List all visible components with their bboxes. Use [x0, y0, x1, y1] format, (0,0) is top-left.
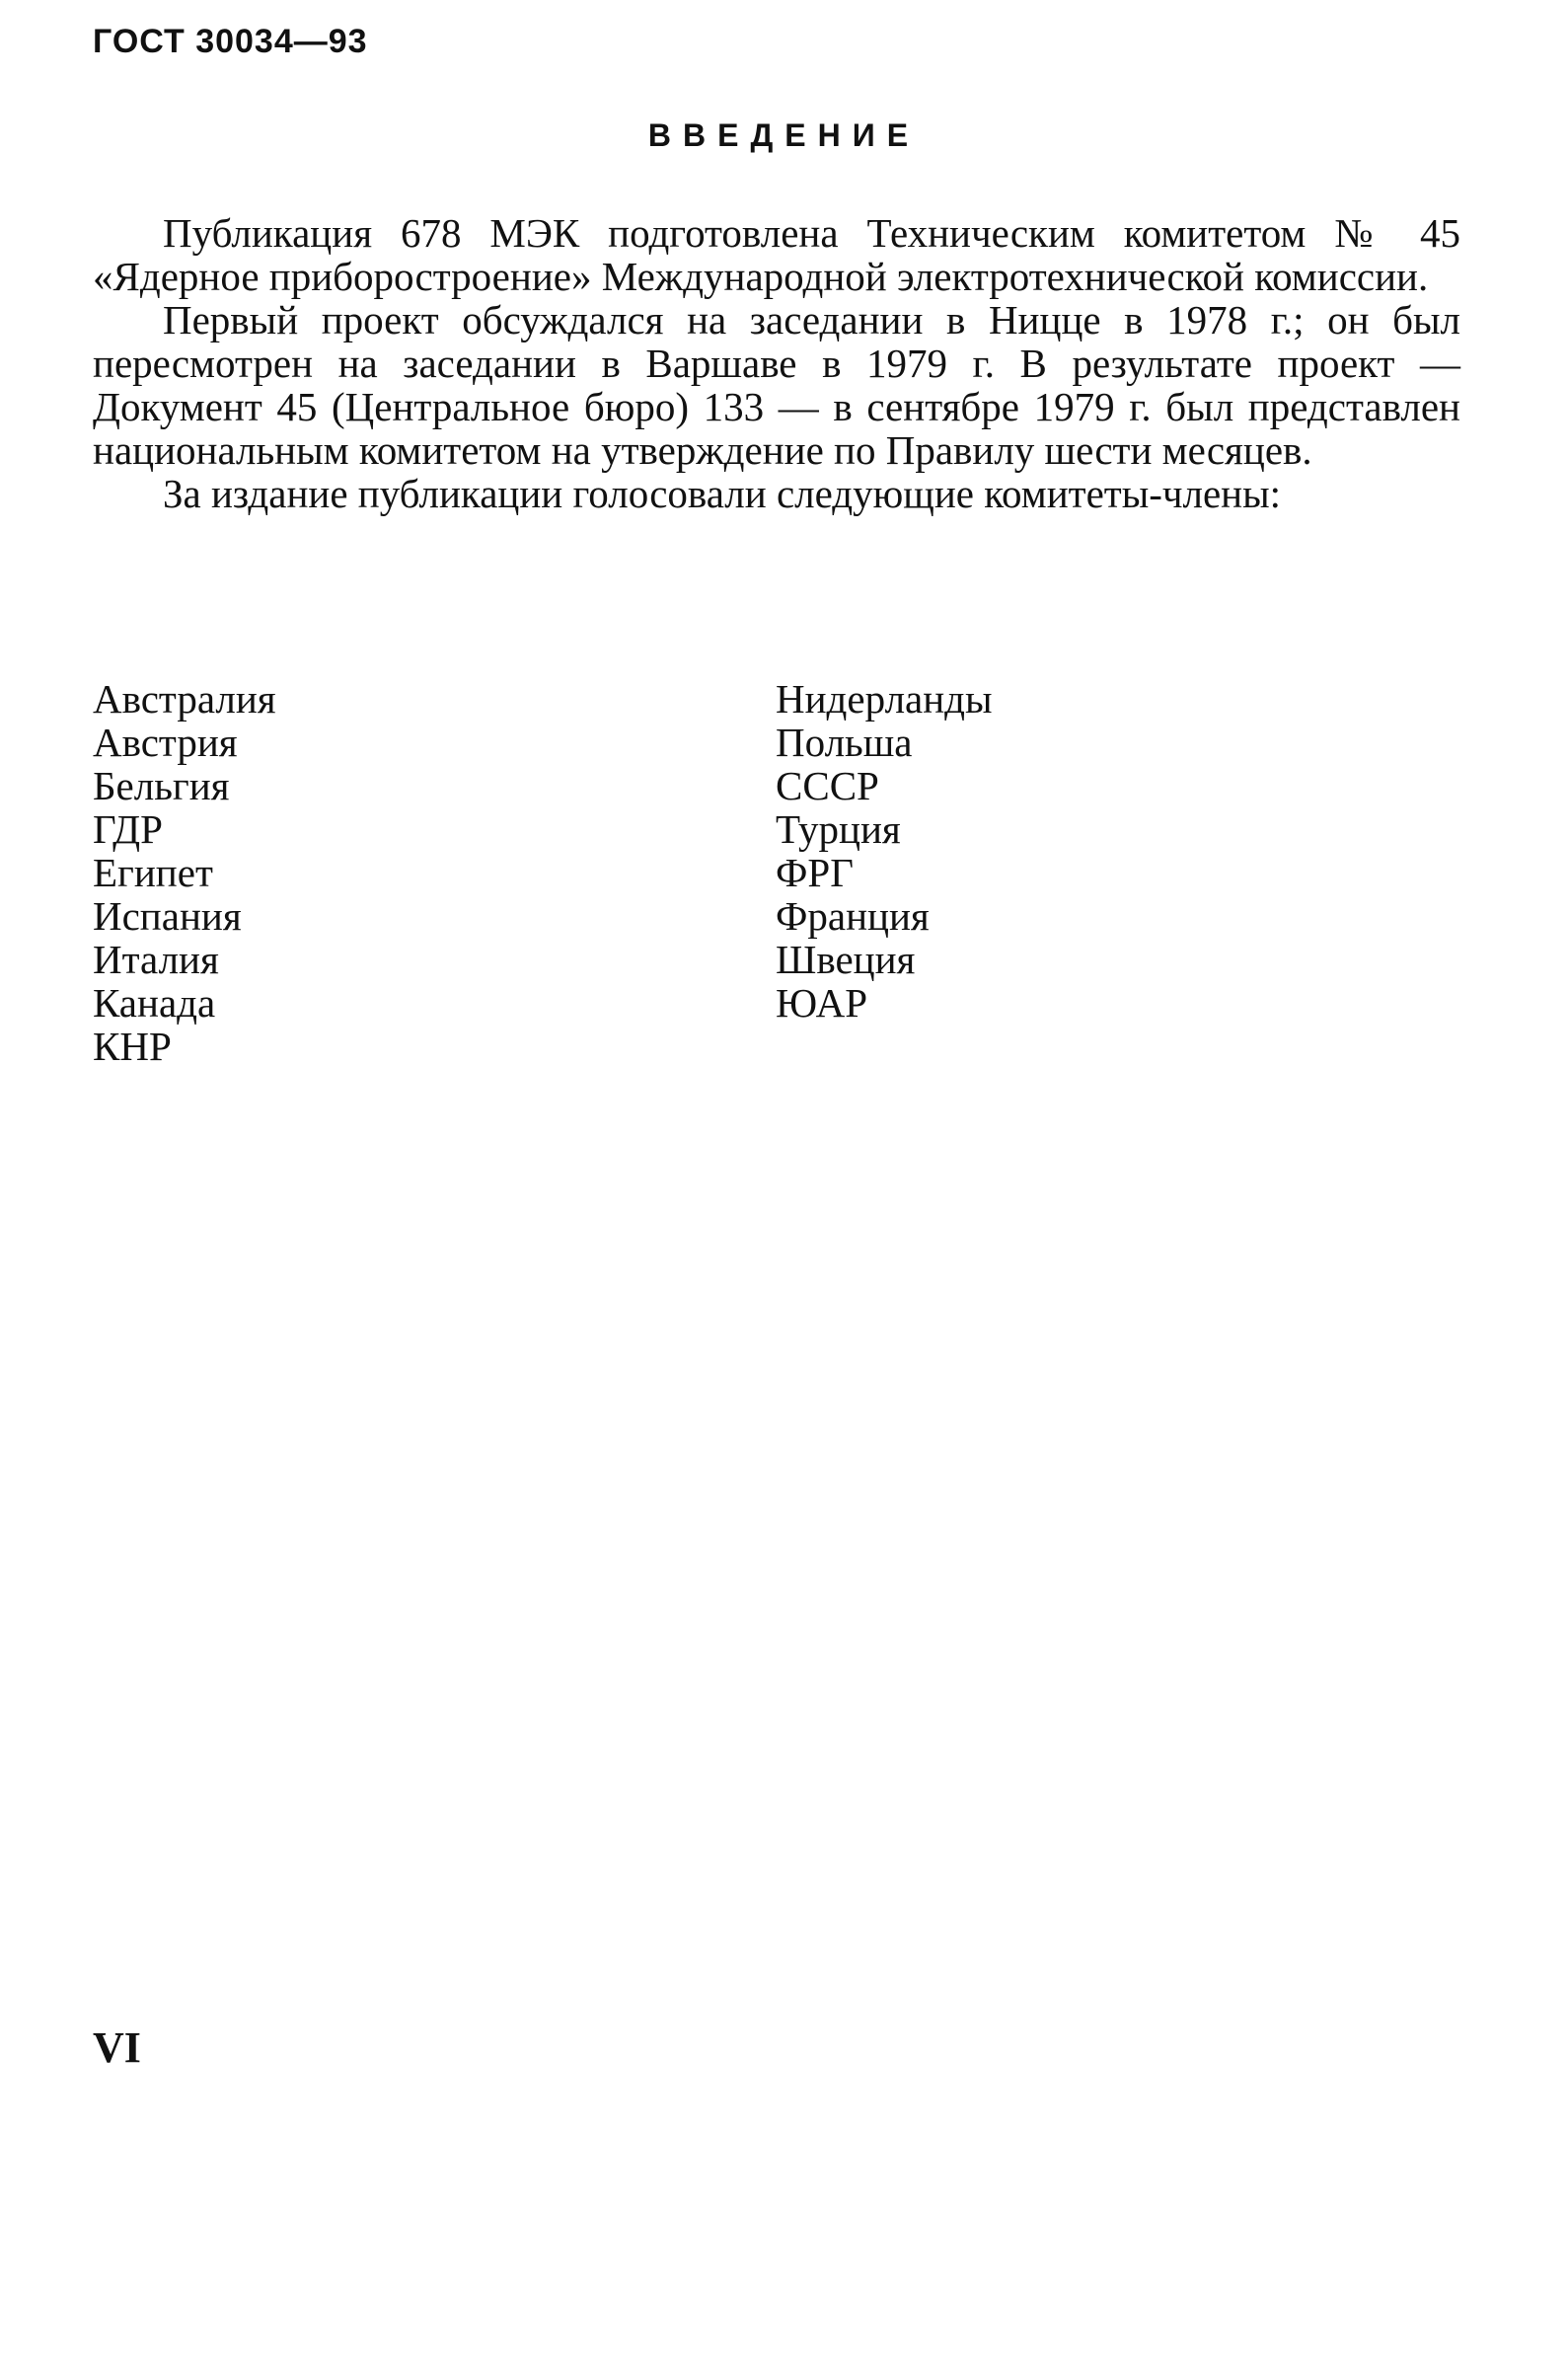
- country-item: ЮАР: [776, 980, 867, 1026]
- paragraph: За издание публикации голосовали следующие комитеты-члены:: [163, 471, 1282, 516]
- country-item: Египет: [93, 850, 213, 895]
- country-item: Канада: [93, 980, 216, 1026]
- country-item: КНР: [93, 1024, 172, 1069]
- country-item: ФРГ: [776, 850, 854, 895]
- document-header: ГОСТ 30034—93: [93, 23, 368, 60]
- country-item: Испания: [93, 893, 242, 939]
- paragraph: Первый проект обсуждался на заседании в Ницце в 1978 г.; он был пересмотрен на заседании в Варшаве в 1979 г. В результате проект — Документ 45 (Центральное бюро) 133 — в сентябре 1979 г. был представлен национальным комитетом на утверждение по Правилу шести месяцев.: [93, 297, 1460, 473]
- country-item: Франция: [776, 893, 930, 939]
- country-item: Швеция: [776, 937, 916, 982]
- country-list-right: [776, 677, 993, 1025]
- country-item: Австралия: [93, 676, 276, 722]
- country-item: Бельгия: [93, 763, 230, 808]
- page-number: VI: [93, 2023, 141, 2072]
- country-item: Италия: [93, 937, 219, 982]
- country-item: Турция: [776, 806, 901, 852]
- country-item: Польша: [776, 720, 913, 765]
- country-item: СССР: [776, 763, 879, 808]
- country-item: Нидерланды: [776, 676, 993, 722]
- country-list-left: [93, 677, 276, 1068]
- paragraph: Публикация 678 МЭК подготовлена Техническим комитетом № 45 «Ядерное приборостроение» Международной электротехнической комиссии.: [93, 210, 1460, 299]
- introduction-text: [93, 211, 1460, 515]
- country-item: Австрия: [93, 720, 238, 765]
- section-heading: ВВЕДЕНИЕ: [647, 117, 921, 153]
- country-item: ГДР: [93, 806, 163, 852]
